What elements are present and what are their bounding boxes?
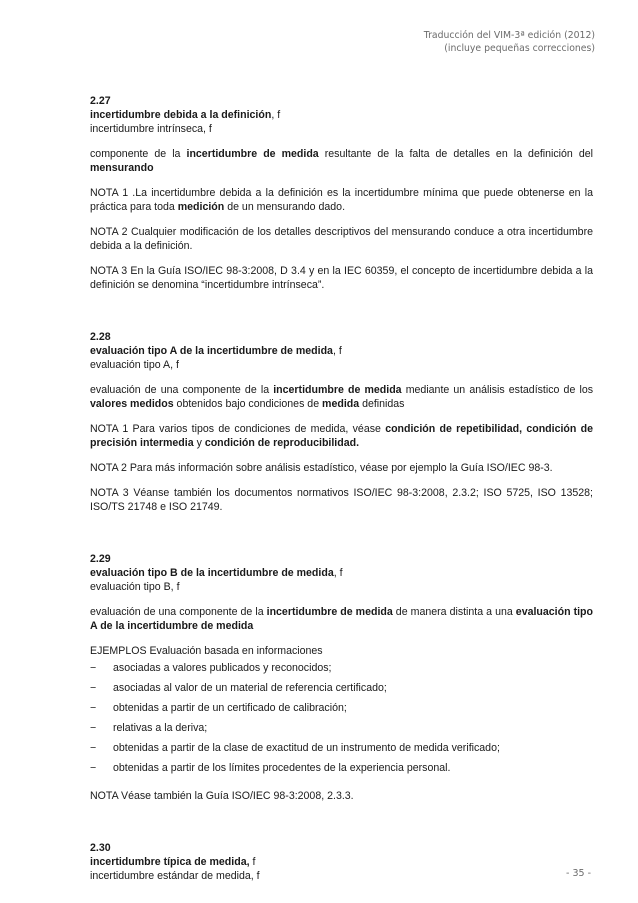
dash-bullet: −: [90, 722, 97, 734]
entry-gender: , f: [333, 567, 343, 579]
examples-title: EJEMPLOS Evaluación basada en informaciones: [90, 645, 323, 657]
note-1: NOTA 1 Para varios tipos de condiciones de medida, véase condición de repetibilidad, condición de precisión intermedia y condición de reproducibilidad.: [90, 423, 593, 449]
list-item: − asociadas a valores publicados y reconocidos;: [90, 658, 593, 678]
entry-definition: evaluación de una componente de la incertidumbre de medida de manera distinta a una evaluación tipo A de la incertidumbre de medida: [90, 606, 593, 632]
entry-2-27: [90, 94, 593, 292]
list-item: − obtenidas a partir de los límites procedentes de la experiencia personal.: [90, 758, 593, 778]
note: NOTA Véase también la Guía ISO/IEC 98-3:2008, 2.3.3.: [90, 790, 354, 802]
entry-synonym: evaluación tipo A, f: [90, 359, 179, 371]
entry-synonym: incertidumbre intrínseca, f: [90, 123, 212, 135]
entry-term: evaluación tipo B de la incertidumbre de medida: [90, 567, 334, 579]
examples-list: [90, 658, 593, 778]
entry-2-30: [90, 841, 593, 883]
dash-bullet: −: [90, 762, 97, 774]
entry-number: 2.27: [90, 95, 111, 107]
entry-term-line: [90, 108, 593, 122]
list-item: − obtenidas a partir de un certificado de calibración;: [90, 698, 593, 718]
header-line-1: Traducción del VIM-3ª edición (2012): [423, 30, 595, 41]
list-item: − relativas a la deriva;: [90, 718, 593, 738]
note-3: NOTA 3 En la Guía ISO/IEC 98-3:2008, D 3.4 y en la IEC 60359, el concepto de incertidumbre debida a la definición se denomina “incertidumbre intrínseca”.: [90, 265, 593, 291]
page-number: - 35 -: [566, 868, 591, 879]
entry-synonym: incertidumbre estándar de medida, f: [90, 870, 260, 882]
entry-2-29: [90, 552, 593, 803]
note-1: NOTA 1 .La incertidumbre debida a la definición es la incertidumbre mínima que puede obtenerse en la práctica para toda medición de un mensurando dado.: [90, 187, 593, 213]
running-header: [424, 30, 595, 55]
entry-term: incertidumbre típica de medida,: [90, 856, 250, 868]
list-item: − asociadas al valor de un material de referencia certificado;: [90, 678, 593, 698]
entry-term: evaluación tipo A de la incertidumbre de medida: [90, 345, 333, 357]
entry-term-line: [90, 566, 593, 580]
dash-bullet: −: [90, 702, 97, 714]
header-line-2: (incluye pequeñas correcciones): [444, 42, 595, 54]
entry-number: 2.30: [90, 842, 111, 854]
entry-gender: f: [249, 856, 256, 868]
entry-gender: , f: [271, 109, 281, 121]
entry-2-28: [90, 330, 593, 514]
entry-definition: evaluación de una componente de la incertidumbre de medida mediante un análisis estadístico de los valores medidos obtenidos bajo condiciones de medida definidas: [90, 384, 594, 410]
note-2: NOTA 2 Cualquier modificación de los detalles descriptivos del mensurando conduce a otra incertidumbre debida a la definición.: [90, 226, 593, 252]
entry-number: 2.29: [90, 553, 111, 565]
page-content: [90, 94, 593, 883]
entry-definition: componente de la incertidumbre de medida resultante de la falta de detalles en la definición del mensurando: [90, 148, 594, 174]
entry-term-line: [90, 855, 593, 869]
entry-synonym: evaluación tipo B, f: [90, 581, 180, 593]
list-item: − obtenidas a partir de la clase de exactitud de un instrumento de medida verificado;: [90, 738, 593, 758]
dash-bullet: −: [90, 662, 97, 674]
entry-term-line: [90, 344, 593, 358]
dash-bullet: −: [90, 742, 97, 754]
entry-term: incertidumbre debida a la definición: [90, 109, 272, 121]
note-2: NOTA 2 Para más información sobre análisis estadístico, véase por ejemplo la Guía ISO/IEC 98-3.: [90, 462, 553, 474]
entry-number: 2.28: [90, 331, 111, 343]
dash-bullet: −: [90, 682, 97, 694]
entry-gender: , f: [332, 345, 342, 357]
note-3: NOTA 3 Véanse también los documentos normativos ISO/IEC 98-3:2008, 2.3.2; ISO 5725, ISO 13528; ISO/TS 21748 e ISO 21749.: [90, 487, 593, 513]
